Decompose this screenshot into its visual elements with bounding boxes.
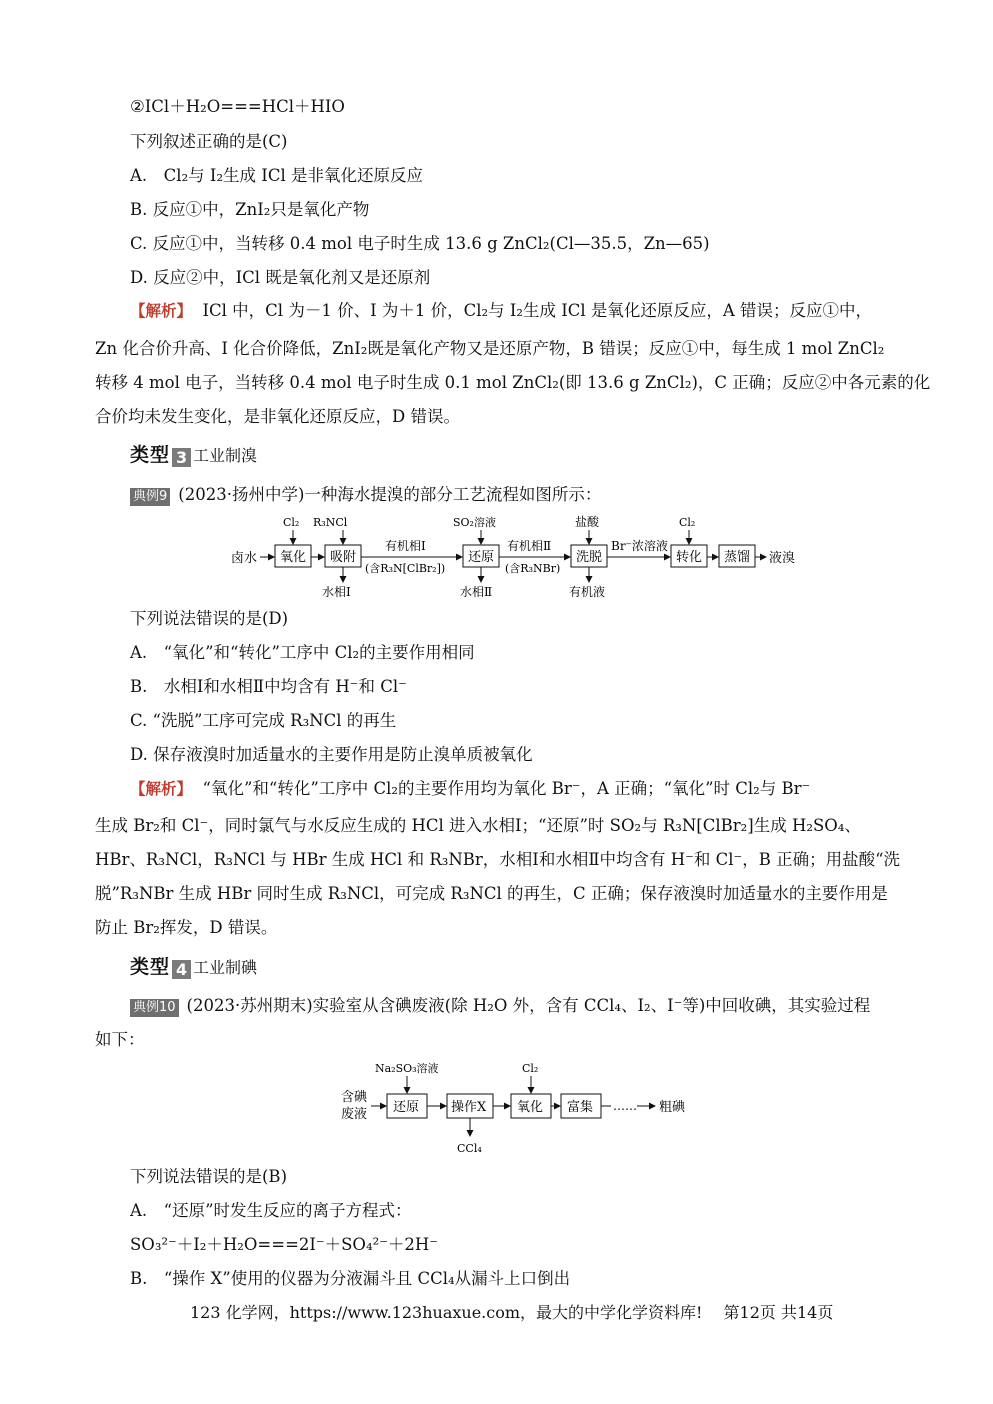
analysis-9-line-4: 脱”R₃NBr 生成 HBr 同时生成 R₃NCl，可完成 R₃NCl 的再生，C 正确；保存液溴时加适量水的主要作用是 [95,884,888,903]
box-adsorption: 吸附 [330,550,357,565]
analysis-9-line-5: 防止 Br₂挥发，D 错误。 [95,918,278,937]
flow-end: 液溴 [769,551,796,566]
option-9c: C. “洗脱”工序可完成 R₃NCl 的再生 [130,711,397,730]
box-oxidation: 氧化 [280,550,307,565]
option-8c: C. 反应①中，当转移 0.4 mol 电子时生成 13.6 g ZnCl₂(Cl—35.5，Zn—65) [130,234,710,253]
example-tag: 典例10 [130,999,179,1017]
question-10-stem: 下列说法错误的是(B) [130,1167,287,1186]
option-9d: D. 保存液溴时加适量水的主要作用是防止溴单质被氧化 [130,745,533,764]
label-organic-2: 有机相Ⅱ [507,539,552,553]
option-8d: D. 反应②中，ICl 既是氧化剂又是还原剂 [130,268,431,287]
flow-ellipsis: …… [613,1099,637,1113]
box-conversion: 转化 [676,550,703,565]
analysis-8-line-2: Zn 化合价升高、I 化合价降低，ZnI₂既是氧化产物又是还原产物，B 错误；反应①中，每生成 1 mol ZnCl₂ [95,339,885,358]
analysis-9-line-3: HBr、R₃NCl，R₃NCl 与 HBr 生成 HCl 和 R₃NBr，水相Ⅰ和水相Ⅱ中均含有 H⁻和 Cl⁻，B 正确；用盐酸“洗 [95,850,901,869]
option-9a: A. “氧化”和“转化”工序中 Cl₂的主要作用相同 [130,643,475,662]
question-8-stem: 下列叙述正确的是(C) [130,132,288,151]
output-ccl4: CCl₄ [457,1142,482,1155]
output-aqueous-1: 水相Ⅰ [322,585,351,599]
option-10a: A. “还原”时发生反应的离子方程式： [130,1201,412,1220]
box-distillation: 蒸馏 [724,550,751,565]
section-heading-type-3: 类型 3 工业制溴 [130,444,258,467]
input-r3ncl: R₃NCl [313,516,348,529]
question-9-stem: 下列说法错误的是(D) [130,609,289,628]
analysis-9-line-1: 【解析】 “氧化”和“转化”工序中 Cl₂的主要作用均为氧化 Br⁻，A 正确；“氧化”时 Cl₂与 Br⁻ [130,779,811,798]
label-bromide-solution: Br⁻浓溶液 [611,539,668,553]
label-organic-2-content: (含R₃NBr) [505,562,561,575]
example-10-intro-cont: 如下： [95,1030,145,1049]
input-cl2-1: Cl₂ [283,516,300,529]
label-organic-1: 有机相Ⅰ [385,539,426,553]
label-organic-1-content: (含R₃N[ClBr₂]) [365,562,446,575]
option-8b: B. 反应①中，ZnI₂只是氧化产物 [130,200,370,219]
analysis-label: 【解析】 [130,302,193,320]
input-cl2-2: Cl₂ [679,516,696,529]
analysis-label: 【解析】 [130,780,193,798]
input-hcl: 盐酸 [575,515,600,529]
analysis-8-line-4: 合价均未发生变化，是非氧化还原反应，D 错误。 [95,407,460,426]
analysis-9-line-2: 生成 Br₂和 Cl⁻，同时氯气与水反应生成的 HCl 进入水相Ⅰ；“还原”时 SO₂与 R₃N[ClBr₂]生成 H₂SO₄、 [95,816,861,835]
option-9b: B. 水相Ⅰ和水相Ⅱ中均含有 H⁻和 Cl⁻ [130,677,407,696]
input-na2so3: Na₂SO₃溶液 [375,1062,439,1075]
analysis-8-line-3: 转移 4 mol 电子，当转移 0.4 mol 电子时生成 0.1 mol ZnCl₂(即 13.6 g ZnCl₂)，C 正确；反应②中各元素的化 [95,373,931,392]
example-10-intro: 典例10 (2023·苏州期末)实验室从含碘废液(除 H₂O 外，含有 CCl₄、I₂、I⁻等)中回收碘，其实验过程 [130,995,870,1017]
input-cl2-10: Cl₂ [522,1062,539,1075]
iodine-flow-diagram [335,1058,695,1158]
page-footer: 123 化学网，https://www.123huaxue.com，最大的中学化学资料库! 第12页 共14页 [190,1303,834,1322]
option-10a-equation: SO₃²⁻＋I₂＋H₂O===2I⁻＋SO₄²⁻＋2H⁻ [130,1235,438,1254]
box-oxidation-10: 氧化 [517,1100,544,1115]
box-enrichment: 富集 [567,1100,594,1115]
type-number-badge: 3 [172,448,191,467]
equation-2: ②ICl＋H₂O===HCl＋HIO [130,97,345,116]
input-so2: SO₂溶液 [453,516,496,529]
example-tag: 典例9 [130,488,170,506]
option-8a: A. Cl₂与 I₂生成 ICl 是非氧化还原反应 [130,166,423,185]
box-reduction-10: 还原 [393,1100,420,1115]
box-operation-x: 操作X [451,1100,487,1115]
output-aqueous-2: 水相Ⅱ [460,585,493,599]
section-heading-type-4: 类型 4 工业制碘 [130,956,258,979]
output-organic-liquid: 有机液 [569,585,606,599]
box-reduction: 还原 [468,550,495,565]
analysis-8-line-1: 【解析】 ICl 中，Cl 为－1 价、I 为＋1 价，Cl₂与 I₂生成 ICl 是氧化还原反应，A 错误；反应①中， [130,301,873,320]
box-elution: 洗脱 [576,550,603,565]
bromine-flow-diagram [225,512,805,602]
type-number-badge: 4 [172,960,191,979]
flow-end-10: 粗碘 [659,1100,686,1115]
flow-start-line-1: 含碘 [341,1090,368,1105]
flow-start-line-2: 废液 [341,1107,368,1122]
flow-start: 卤水 [231,551,258,566]
option-10b: B. “操作 X”使用的仪器为分液漏斗且 CCl₄从漏斗上口倒出 [130,1269,571,1288]
example-9-intro: 典例9 (2023·扬州中学)一种海水提溴的部分工艺流程如图所示： [130,484,601,506]
